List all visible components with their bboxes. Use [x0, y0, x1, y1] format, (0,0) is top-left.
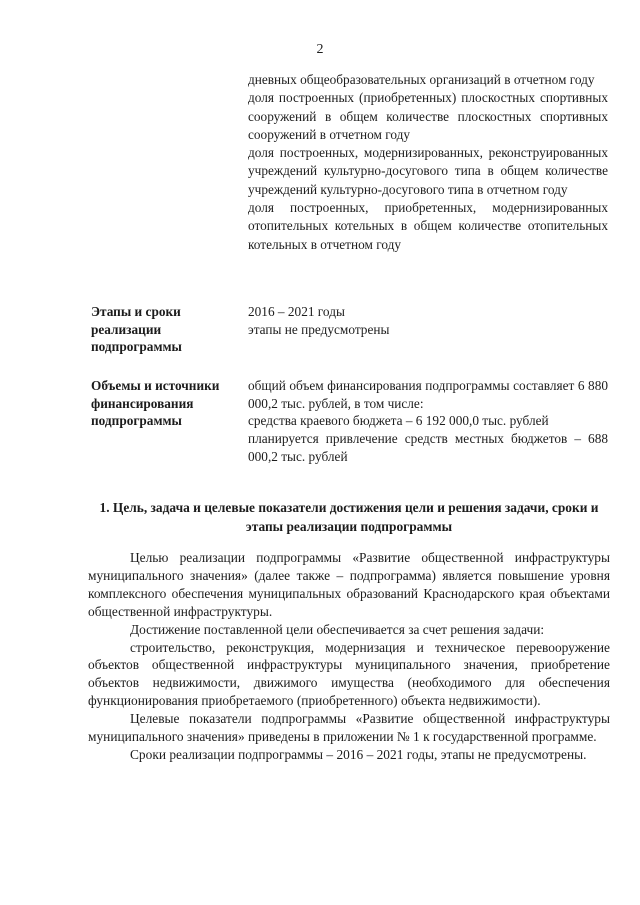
- indicator-item: доля построенных (приобретенных) плоскостных спортивных сооружений в общем количестве плоскостных спортивных сооружений в отчетном году: [248, 90, 608, 142]
- indicator-item: дневных общеобразовательных организаций в отчетном году: [248, 72, 595, 87]
- passport-continuation: [248, 71, 608, 254]
- stages-value: [248, 303, 608, 338]
- stages-line: этапы не предусмотрены: [248, 321, 390, 337]
- body-paragraph: Сроки реализации подпрограммы – 2016 – 2021 годы, этапы не предусмотрены.: [130, 746, 587, 762]
- stages-label: Этапы и сроки реализации подпрограммы: [91, 304, 182, 354]
- section-heading: 1. Цель, задача и целевые показатели достижения цели и решения задачи, сроки и этапы реализации подпрограммы: [99, 500, 599, 534]
- stages-line: 2016 – 2021 годы: [248, 304, 345, 319]
- body-paragraph: строительство, реконструкция, модернизация и техническое перевооружение объектов общественной инфраструктуры муниципального значения, приобретение объектов недвижимости, движимого имущества (необходимого для обеспечения функционирования приобретаемого (приобретенного) объекта недвижимости).: [88, 639, 610, 709]
- body-paragraph: Достижение поставленной цели обеспечивается за счет решения задачи:: [130, 621, 545, 637]
- indicator-item: доля построенных, приобретенных, модернизированных отопительных котельных в общем количестве отопительных котельных в отчетном году: [248, 200, 608, 252]
- funding-label: Объемы и источники финансирования подпрограммы: [91, 378, 220, 428]
- section-body: [88, 549, 610, 764]
- body-paragraph: Целевые показатели подпрограммы «Развитие общественной инфраструктуры муниципального значения» приведены в приложении № 1 к государственной программе.: [88, 711, 610, 745]
- funding-line: общий объем финансирования подпрограммы составляет 6 880 000,2 тыс. рублей, в том числе:: [248, 378, 608, 411]
- funding-value: [248, 377, 608, 466]
- body-paragraph: Целью реализации подпрограммы «Развитие общественной инфраструктуры муниципального значения» (далее также – подпрограмма) является повышение уровня комплексного обеспечения муниципальных образований Краснодарского края объектами общественной инфраструктуры.: [88, 550, 610, 619]
- funding-line: средства краевого бюджета – 6 192 000,0 тыс. рублей: [248, 413, 549, 429]
- indicator-item: доля построенных, модернизированных, реконструированных учреждений культурно-досугового типа в общем количестве учреждений культурно-досугового типа в отчетном году: [248, 145, 608, 197]
- funding-line: планируется привлечение средств местных бюджетов – 688 000,2 тыс. рублей: [248, 431, 608, 464]
- page-number: 2: [316, 42, 324, 57]
